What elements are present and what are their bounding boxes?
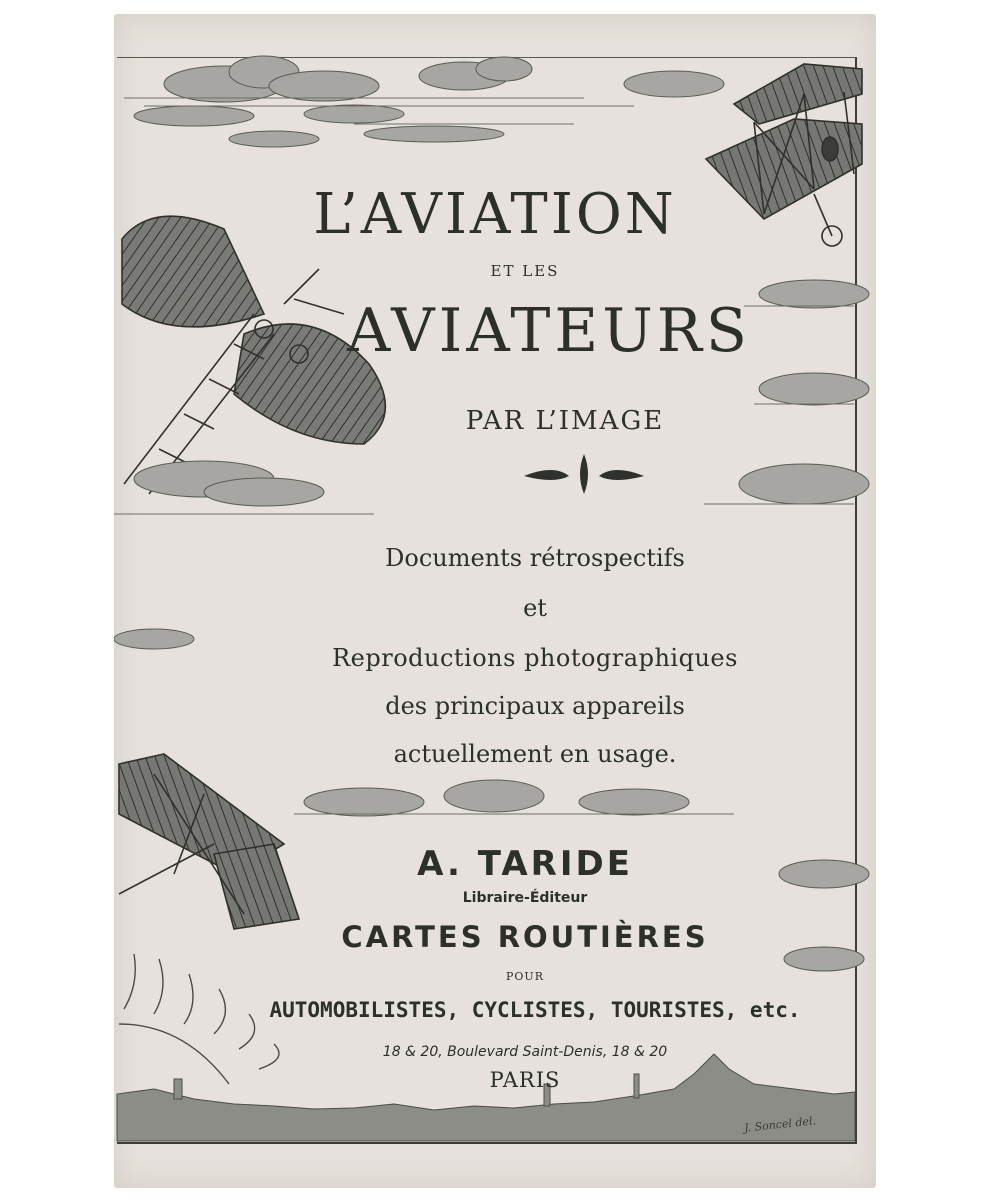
cloud-band-top	[134, 56, 724, 147]
publisher-audience: AUTOMOBILISTES, CYCLISTES, TOURISTES, etc.	[269, 998, 801, 1022]
cover-title-line3: PAR L’IMAGE	[465, 406, 665, 436]
description-line-5: actuellement en usage.	[393, 740, 677, 768]
cover-title-line1: L’AVIATION	[313, 182, 677, 247]
description-line-2: et	[523, 594, 547, 622]
flourish-ornament	[524, 454, 644, 494]
description-line-1: Documents rétrospectifs	[385, 544, 685, 572]
publisher-product: CARTES ROUTIÈRES	[341, 920, 709, 954]
description-line-3: Reproductions photographiques	[332, 644, 738, 672]
cover-title-conjunction: ET LES	[490, 262, 560, 280]
publisher-city: PARIS	[489, 1068, 561, 1092]
publisher-name: A. TARIDE	[417, 844, 633, 884]
publisher-for-label: POUR	[506, 970, 544, 983]
book-cover	[114, 14, 876, 1188]
publisher-address: 18 & 20, Boulevard Saint-Denis, 18 & 20	[382, 1044, 668, 1060]
description-line-4: des principaux appareils	[385, 692, 685, 720]
artist-signature: J. Soncel del.	[743, 1114, 817, 1135]
publisher-role: Libraire-Éditeur	[462, 890, 588, 906]
cover-title-line2: AVIATEURS	[346, 296, 752, 366]
